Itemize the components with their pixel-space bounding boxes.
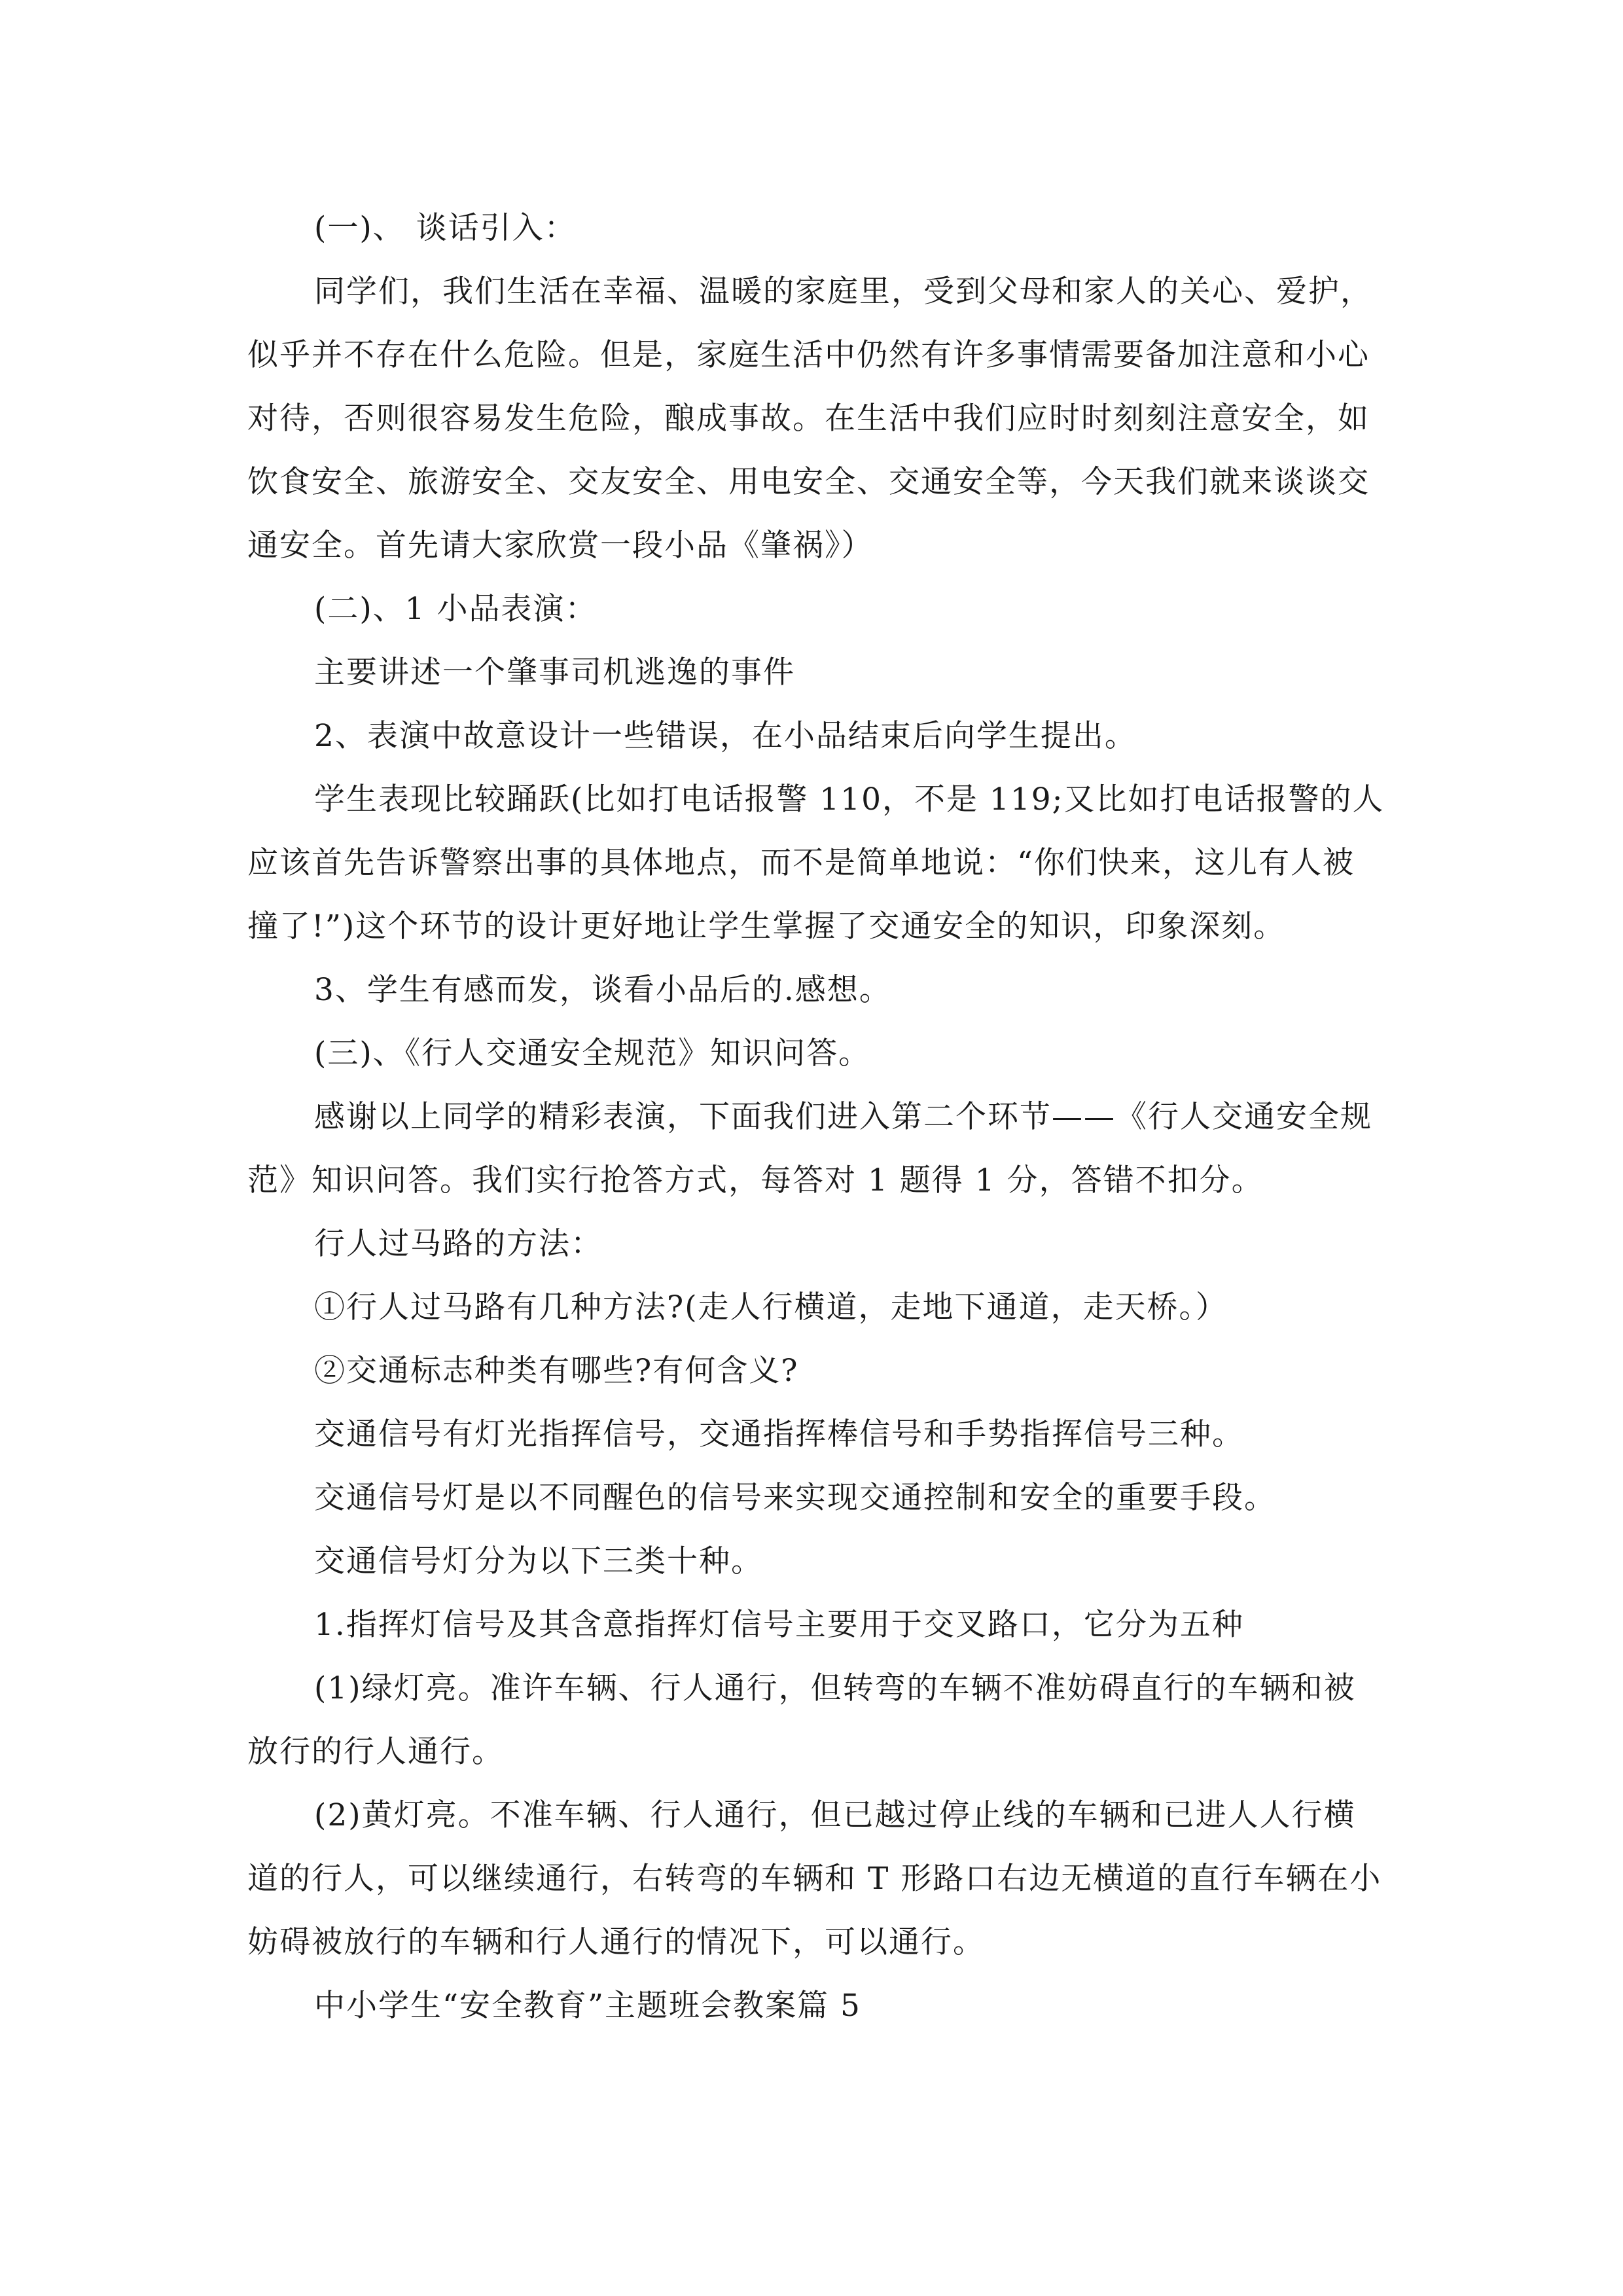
text-line: 交通信号灯是以不同醒色的信号来实现交通控制和安全的重要手段。 bbox=[314, 1480, 1276, 1516]
text-line: 交通信号有灯光指挥信号，交通指挥棒信号和手势指挥信号三种。 bbox=[314, 1416, 1244, 1452]
text-line: 对待，否则很容易发生危险，酿成事故。在生活中我们应时时刻刻注意安全，如 bbox=[247, 401, 1370, 437]
text-line: 学生表现比较踊跃(比如打电话报警 110，不是 119;又比如打电话报警的人 bbox=[314, 781, 1385, 817]
text-line: 中小学生“安全教育”主题班会教案篇 5 bbox=[314, 1988, 861, 2024]
text-line: 交通信号灯分为以下三类十种。 bbox=[314, 1543, 763, 1579]
text-line: 同学们，我们生活在幸福、温暖的家庭里，受到父母和家人的关心、爱护， bbox=[314, 274, 1372, 310]
text-line: (一)、 谈话引入： bbox=[314, 210, 577, 246]
text-line: 范》知识问答。我们实行抢答方式，每答对 1 题得 1 分，答错不扣分。 bbox=[247, 1162, 1264, 1198]
text-line: 似乎并不存在什么危险。但是，家庭生活中仍然有许多事情需要备加注意和小心 bbox=[247, 337, 1370, 373]
text-line: 放行的行人通行。 bbox=[247, 1734, 504, 1770]
text-line: (2)黄灯亮。不准车辆、行人通行，但已越过停止线的车辆和已进人人行横 bbox=[314, 1797, 1356, 1833]
text-line: 1.指挥灯信号及其含意指挥灯信号主要用于交叉路口，它分为五种 bbox=[314, 1607, 1244, 1643]
text-line: ①行人过马路有几种方法?(走人行横道，走地下通道，走天桥。） bbox=[314, 1289, 1228, 1325]
text-line: 道的行人，可以继续通行，右转弯的车辆和 T 形路口右边无横道的直行车辆在小 bbox=[247, 1861, 1382, 1897]
text-line: (二)、1 小品表演： bbox=[314, 591, 597, 627]
text-line: 2、表演中故意设计一些错误，在小品结束后向学生提出。 bbox=[314, 718, 1137, 754]
text-line: 饮食安全、旅游安全、交友安全、用电安全、交通安全等，今天我们就来谈谈交 bbox=[247, 464, 1370, 500]
text-line: ②交通标志种类有哪些?有何含义? bbox=[314, 1353, 799, 1389]
document-body bbox=[247, 196, 1386, 2037]
text-line: (三)、《行人交通安全规范》知识问答。 bbox=[314, 1035, 871, 1071]
text-line: 主要讲述一个肇事司机逃逸的事件 bbox=[314, 655, 795, 691]
text-line: 妨碍被放行的车辆和行人通行的情况下，可以通行。 bbox=[247, 1924, 985, 1960]
text-line: (1)绿灯亮。准许车辆、行人通行，但转弯的车辆不准妨碍直行的车辆和被 bbox=[314, 1670, 1356, 1706]
text-line: 通安全。首先请大家欣赏一段小品《肇祸》） bbox=[247, 528, 874, 564]
text-line: 3、学生有感而发，谈看小品后的.感想。 bbox=[314, 972, 891, 1008]
text-line: 行人过马路的方法： bbox=[314, 1226, 603, 1262]
text-line: 应该首先告诉警察出事的具体地点，而不是简单地说：“你们快来，这儿有人被 bbox=[247, 845, 1355, 881]
text-line: 撞了!”)这个环节的设计更好地让学生掌握了交通安全的知识，印象深刻。 bbox=[247, 908, 1286, 944]
text-line: 感谢以上同学的精彩表演，下面我们进入第二个环节——《行人交通安全规 bbox=[314, 1099, 1372, 1135]
